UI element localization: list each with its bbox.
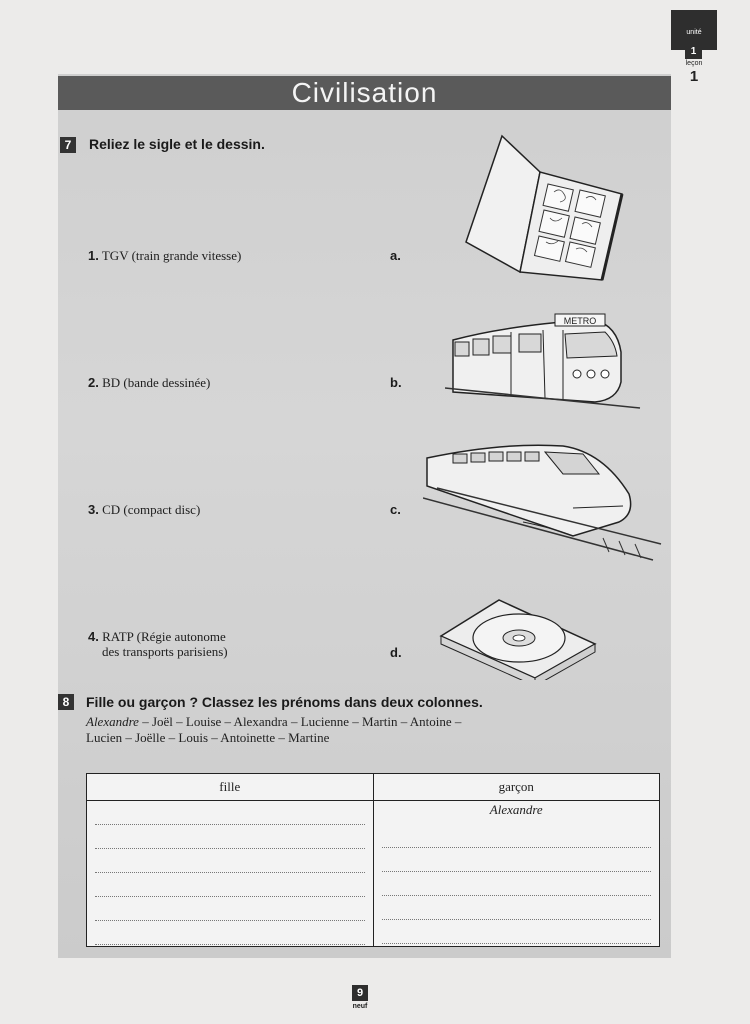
- item-number: 4.: [88, 629, 99, 644]
- exercise-8-number: 8: [58, 694, 74, 710]
- item-text: CD (compact disc): [102, 502, 201, 517]
- page-title: Civilisation: [58, 76, 671, 110]
- tgv-train-icon: [423, 438, 663, 563]
- unit-marker: [671, 10, 717, 50]
- match-letter-b: b.: [390, 375, 402, 390]
- item-number: 3.: [88, 502, 99, 517]
- answer-line[interactable]: [382, 872, 652, 896]
- metro-tram-icon: [445, 312, 645, 412]
- answer-line[interactable]: [95, 825, 365, 849]
- exercise-7-number: 7: [60, 137, 76, 153]
- page-number-word: neuf: [352, 1003, 368, 1010]
- answer-line[interactable]: [95, 849, 365, 873]
- item-text: BD (bande dessinée): [102, 375, 211, 390]
- item-number: 2.: [88, 375, 99, 390]
- exercise-8-instruction: Fille ou garçon ? Classez les prénoms dans deux colonnes.: [86, 694, 483, 710]
- match-item-2: [88, 375, 210, 390]
- unit-label: unité: [686, 29, 702, 36]
- item-text: TGV (train grande vitesse): [101, 248, 242, 263]
- answer-line[interactable]: [95, 921, 365, 945]
- match-item-4: [88, 629, 228, 659]
- unit-number: 1: [685, 45, 702, 59]
- answer-line[interactable]: [382, 920, 652, 944]
- answer-line[interactable]: [382, 896, 652, 920]
- boy-example-answer: Alexandre: [489, 802, 543, 817]
- answer-line[interactable]: [382, 848, 652, 872]
- answer-line[interactable]: [95, 873, 365, 897]
- item-text-continued: des transports parisiens): [102, 644, 228, 659]
- lesson-number: 1: [689, 68, 699, 85]
- example-name: Alexandre: [86, 714, 139, 729]
- match-letter-d: d.: [390, 645, 402, 660]
- item-number: 1.: [88, 248, 99, 263]
- classification-table: [86, 773, 660, 947]
- exercise-7-instruction: Reliez le sigle et le dessin.: [89, 136, 265, 152]
- metro-sign-text: METRO: [563, 316, 597, 326]
- lesson-label: leçon: [685, 60, 703, 67]
- boy-column: [373, 801, 660, 947]
- page-number: 9: [352, 985, 368, 1001]
- match-letter-c: c.: [390, 502, 401, 517]
- item-text: RATP (Régie autonome: [102, 629, 226, 644]
- compact-disc-icon: [437, 598, 599, 680]
- names-line-2: Lucien – Joëlle – Louis – Antoinette – Martine: [86, 730, 330, 745]
- answer-line[interactable]: [382, 824, 652, 848]
- match-letter-a: a.: [390, 248, 401, 263]
- column-header-girl: fille: [87, 774, 374, 801]
- answer-line[interactable]: [95, 801, 365, 825]
- answer-line[interactable]: [95, 897, 365, 921]
- names-list: [86, 714, 546, 746]
- match-item-3: [88, 502, 200, 517]
- girl-column: [87, 801, 374, 947]
- comic-book-icon: [462, 132, 627, 282]
- match-item-1: [88, 248, 241, 263]
- names-line-1: – Joël – Louise – Alexandra – Lucienne – Martin – Antoine –: [138, 714, 462, 729]
- column-header-boy: garçon: [373, 774, 660, 801]
